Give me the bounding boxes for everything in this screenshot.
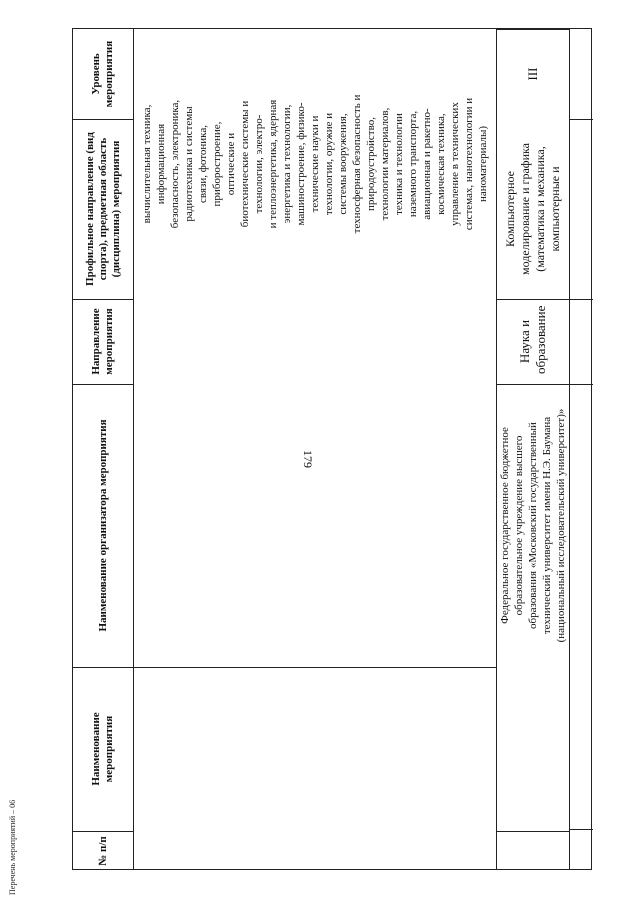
row-divider	[569, 119, 593, 120]
row-divider	[569, 384, 593, 385]
organizer-line: (национальный исследовательский университет)»	[554, 408, 567, 643]
row-divider	[133, 667, 496, 668]
profile-line: природоустройство,	[364, 117, 377, 211]
profile-line: компьютерные и	[547, 166, 562, 252]
profile-line: наноматериалы)	[476, 125, 489, 203]
footer-note: Перечень мероприятий – 06	[8, 799, 17, 895]
profile-line: энергетика и технологии,	[280, 104, 293, 224]
profile-line: (математика и механика,	[532, 146, 547, 272]
row-divider	[569, 829, 593, 830]
profile-line: оптические и	[224, 132, 237, 196]
profile-line: космическая техника,	[434, 113, 447, 215]
row-divider	[569, 299, 593, 300]
row-divider	[496, 831, 569, 832]
profile-line: авиационная и ракетно-	[420, 108, 433, 220]
row2-level: III	[524, 67, 540, 81]
header-number: № п/п	[96, 836, 109, 866]
profile-line: управление в технических	[448, 102, 461, 226]
profile-line: информационная	[154, 123, 167, 205]
profile-line: технологии материалов,	[378, 107, 391, 221]
organizer-line: Федеральное государственное бюджетное	[498, 427, 511, 624]
header-level: Уровень мероприятия	[90, 40, 115, 108]
row2-organizer-text	[496, 384, 569, 667]
header-cell-direction	[73, 299, 133, 384]
organizer-line: образовательное учреждение высшего	[512, 435, 525, 616]
profile-line: радиотехника и системы	[182, 106, 195, 222]
profile-line: машиностроение, физико-	[294, 102, 307, 226]
row2-direction: Наука и образование	[516, 305, 548, 374]
header-cell-number	[73, 831, 133, 871]
profile-line: техносферная безопасность и	[350, 94, 363, 234]
page-number: 179	[301, 450, 315, 468]
header-profile: Профильное направление (вид спорта), предметная область (дисциплина) мероприятия	[83, 132, 122, 286]
row2-level-cell	[496, 29, 569, 119]
header-event-name: Наименование мероприятия	[90, 712, 115, 786]
organizer-line: образования «Московский государственный	[526, 422, 539, 629]
profile-line: приборостроение,	[210, 121, 223, 207]
organizer-line: технический университет имени Н.Э. Баумана	[540, 416, 553, 635]
profile-line: связи, фотоника,	[196, 125, 209, 203]
header-direction: Направление мероприятия	[90, 308, 115, 375]
events-table	[72, 28, 592, 870]
row1-profile-cell	[133, 29, 496, 667]
row1-profile-text	[133, 29, 496, 299]
profile-line: техника и технологии	[392, 113, 405, 215]
profile-line: системы вооружения,	[336, 113, 349, 215]
header-cell-level	[73, 29, 133, 119]
profile-line: Компьютерное	[502, 171, 517, 247]
profile-line: вычислительная техника,	[140, 104, 153, 224]
profile-line: биотехнические системы и	[238, 100, 251, 228]
row2-organizer-cell	[496, 384, 569, 667]
header-cell-organizer	[73, 384, 133, 667]
profile-line: системах, нанотехнологии и	[462, 97, 475, 231]
header-cell-profile	[73, 119, 133, 299]
column-divider	[569, 29, 570, 869]
header-organizer-name: Наименование организатора мероприятия	[96, 419, 109, 632]
profile-line: технические науки и	[308, 115, 321, 213]
profile-line: технологии, электро-	[252, 114, 265, 214]
profile-line: наземного транспорта,	[406, 110, 419, 218]
profile-line: моделирование и графика	[517, 143, 532, 275]
profile-line: безопасность, электроника,	[168, 99, 181, 229]
row2-profile-text	[496, 119, 569, 299]
header-cell-event-name	[73, 667, 133, 831]
profile-line: и теплоэнергетика, ядерная	[266, 99, 279, 229]
row2-direction-cell	[496, 299, 569, 384]
profile-line: технологии, оружие и	[322, 112, 335, 216]
row2-profile-cell	[496, 119, 569, 299]
